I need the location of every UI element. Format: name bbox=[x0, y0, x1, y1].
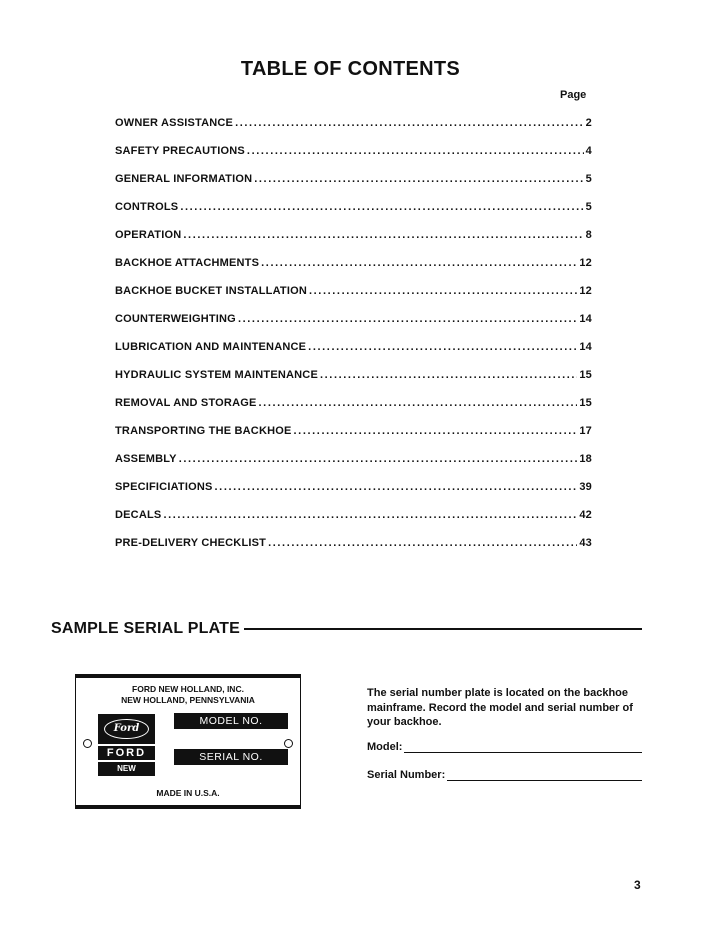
page-number: 3 bbox=[634, 878, 641, 892]
toc-entry bbox=[115, 257, 592, 285]
toc-entry-title: DECALS bbox=[115, 509, 162, 521]
toc-entry bbox=[115, 173, 592, 201]
toc-entry bbox=[115, 453, 592, 481]
serial-number-field bbox=[367, 769, 642, 781]
toc-entry-title: OPERATION bbox=[115, 229, 182, 241]
toc-entry bbox=[115, 201, 592, 229]
toc-entry-title: REMOVAL AND STORAGE bbox=[115, 397, 257, 409]
toc-leader-dots bbox=[268, 537, 577, 549]
model-field-line bbox=[404, 741, 642, 753]
toc-leader-dots bbox=[238, 313, 577, 325]
serial-plate-section-header bbox=[51, 620, 642, 638]
new-holland-logo-block: NEW HOLLAND bbox=[98, 762, 155, 776]
toc-entry-title: SPECIFICIATIONS bbox=[115, 481, 213, 493]
toc-entry-page: 5 bbox=[585, 201, 592, 213]
toc-entry-page: 12 bbox=[579, 257, 592, 269]
toc-leader-dots bbox=[235, 117, 584, 129]
toc-entry bbox=[115, 425, 592, 453]
plate-company-name: FORD NEW HOLLAND, INC. bbox=[132, 684, 244, 694]
toc-entry bbox=[115, 481, 592, 509]
serial-number-field-line bbox=[447, 769, 642, 781]
serial-plate-instructions: The serial number plate is located on the backhoe mainframe. Record the model and serial number of your backhoe. bbox=[367, 687, 633, 728]
toc-entry-page: 14 bbox=[579, 313, 592, 325]
toc-entry bbox=[115, 145, 592, 173]
toc-leader-dots bbox=[308, 341, 577, 353]
plate-company-location: NEW HOLLAND, PENNSYLVANIA bbox=[121, 695, 255, 705]
toc-leader-dots bbox=[294, 425, 578, 437]
page-column-label: Page bbox=[560, 89, 587, 101]
toc-entry-page: 14 bbox=[579, 341, 592, 353]
toc-entry-page: 2 bbox=[585, 117, 592, 129]
toc-entry-page: 15 bbox=[579, 397, 592, 409]
toc-entry bbox=[115, 509, 592, 537]
ford-oval-logo bbox=[98, 714, 155, 744]
toc-entry bbox=[115, 117, 592, 145]
toc-leader-dots bbox=[259, 397, 578, 409]
toc-leader-dots bbox=[320, 369, 577, 381]
toc-entry bbox=[115, 285, 592, 313]
toc-entry bbox=[115, 397, 592, 425]
toc-entry-title: PRE-DELIVERY CHECKLIST bbox=[115, 537, 267, 549]
toc-entry-title: BACKHOE BUCKET INSTALLATION bbox=[115, 285, 307, 297]
toc-entry-title: GENERAL INFORMATION bbox=[115, 173, 253, 185]
toc-leader-dots bbox=[215, 481, 578, 493]
mounting-hole-icon bbox=[83, 739, 92, 748]
toc-entry-page: 39 bbox=[579, 481, 592, 493]
ford-logo-block: FORD bbox=[98, 746, 155, 760]
toc-entry bbox=[115, 369, 592, 397]
table-of-contents bbox=[115, 117, 592, 565]
toc-leader-dots bbox=[309, 285, 577, 297]
toc-entry-title: OWNER ASSISTANCE bbox=[115, 117, 234, 129]
toc-entry-title: TRANSPORTING THE BACKHOE bbox=[115, 425, 292, 437]
toc-entry bbox=[115, 313, 592, 341]
toc-entry-page: 18 bbox=[579, 453, 592, 465]
toc-leader-dots bbox=[261, 257, 577, 269]
plate-model-box: MODEL NO. bbox=[174, 713, 288, 729]
toc-entry-page: 15 bbox=[579, 369, 592, 381]
toc-entry-title: COUNTERWEIGHTING bbox=[115, 313, 236, 325]
toc-leader-dots bbox=[183, 229, 583, 241]
model-field-label: Model: bbox=[367, 741, 403, 753]
toc-entry-title: CONTROLS bbox=[115, 201, 179, 213]
toc-entry bbox=[115, 341, 592, 369]
toc-entry-page: 4 bbox=[585, 145, 592, 157]
toc-entry-title: LUBRICATION AND MAINTENANCE bbox=[115, 341, 307, 353]
section-title: SAMPLE SERIAL PLATE bbox=[51, 620, 241, 637]
plate-made-in: MADE IN U.S.A. bbox=[156, 788, 220, 798]
section-rule bbox=[244, 628, 642, 630]
toc-entry-page: 12 bbox=[579, 285, 592, 297]
toc-entry-page: 43 bbox=[579, 537, 592, 549]
serial-number-field-label: Serial Number: bbox=[367, 769, 446, 781]
toc-entry-page: 17 bbox=[579, 425, 592, 437]
plate-company bbox=[76, 684, 300, 706]
toc-leader-dots bbox=[247, 145, 584, 157]
toc-entry bbox=[115, 229, 592, 257]
toc-entry bbox=[115, 537, 592, 565]
toc-leader-dots bbox=[179, 453, 578, 465]
toc-leader-dots bbox=[163, 509, 577, 521]
toc-entry-page: 5 bbox=[585, 173, 592, 185]
plate-serial-box: SERIAL NO. bbox=[174, 749, 288, 765]
toc-entry-page: 8 bbox=[585, 229, 592, 241]
page-title: TABLE OF CONTENTS bbox=[240, 58, 461, 80]
toc-entry-title: BACKHOE ATTACHMENTS bbox=[115, 257, 260, 269]
ford-oval-logo-text: Ford bbox=[104, 719, 149, 739]
toc-entry-title: HYDRAULIC SYSTEM MAINTENANCE bbox=[115, 369, 318, 381]
model-field bbox=[367, 741, 642, 753]
toc-leader-dots bbox=[180, 201, 583, 213]
toc-entry-title: ASSEMBLY bbox=[115, 453, 177, 465]
toc-leader-dots bbox=[254, 173, 583, 185]
mounting-hole-icon bbox=[284, 739, 293, 748]
sample-serial-plate bbox=[75, 674, 301, 809]
toc-entry-title: SAFETY PRECAUTIONS bbox=[115, 145, 245, 157]
toc-entry-page: 42 bbox=[579, 509, 592, 521]
